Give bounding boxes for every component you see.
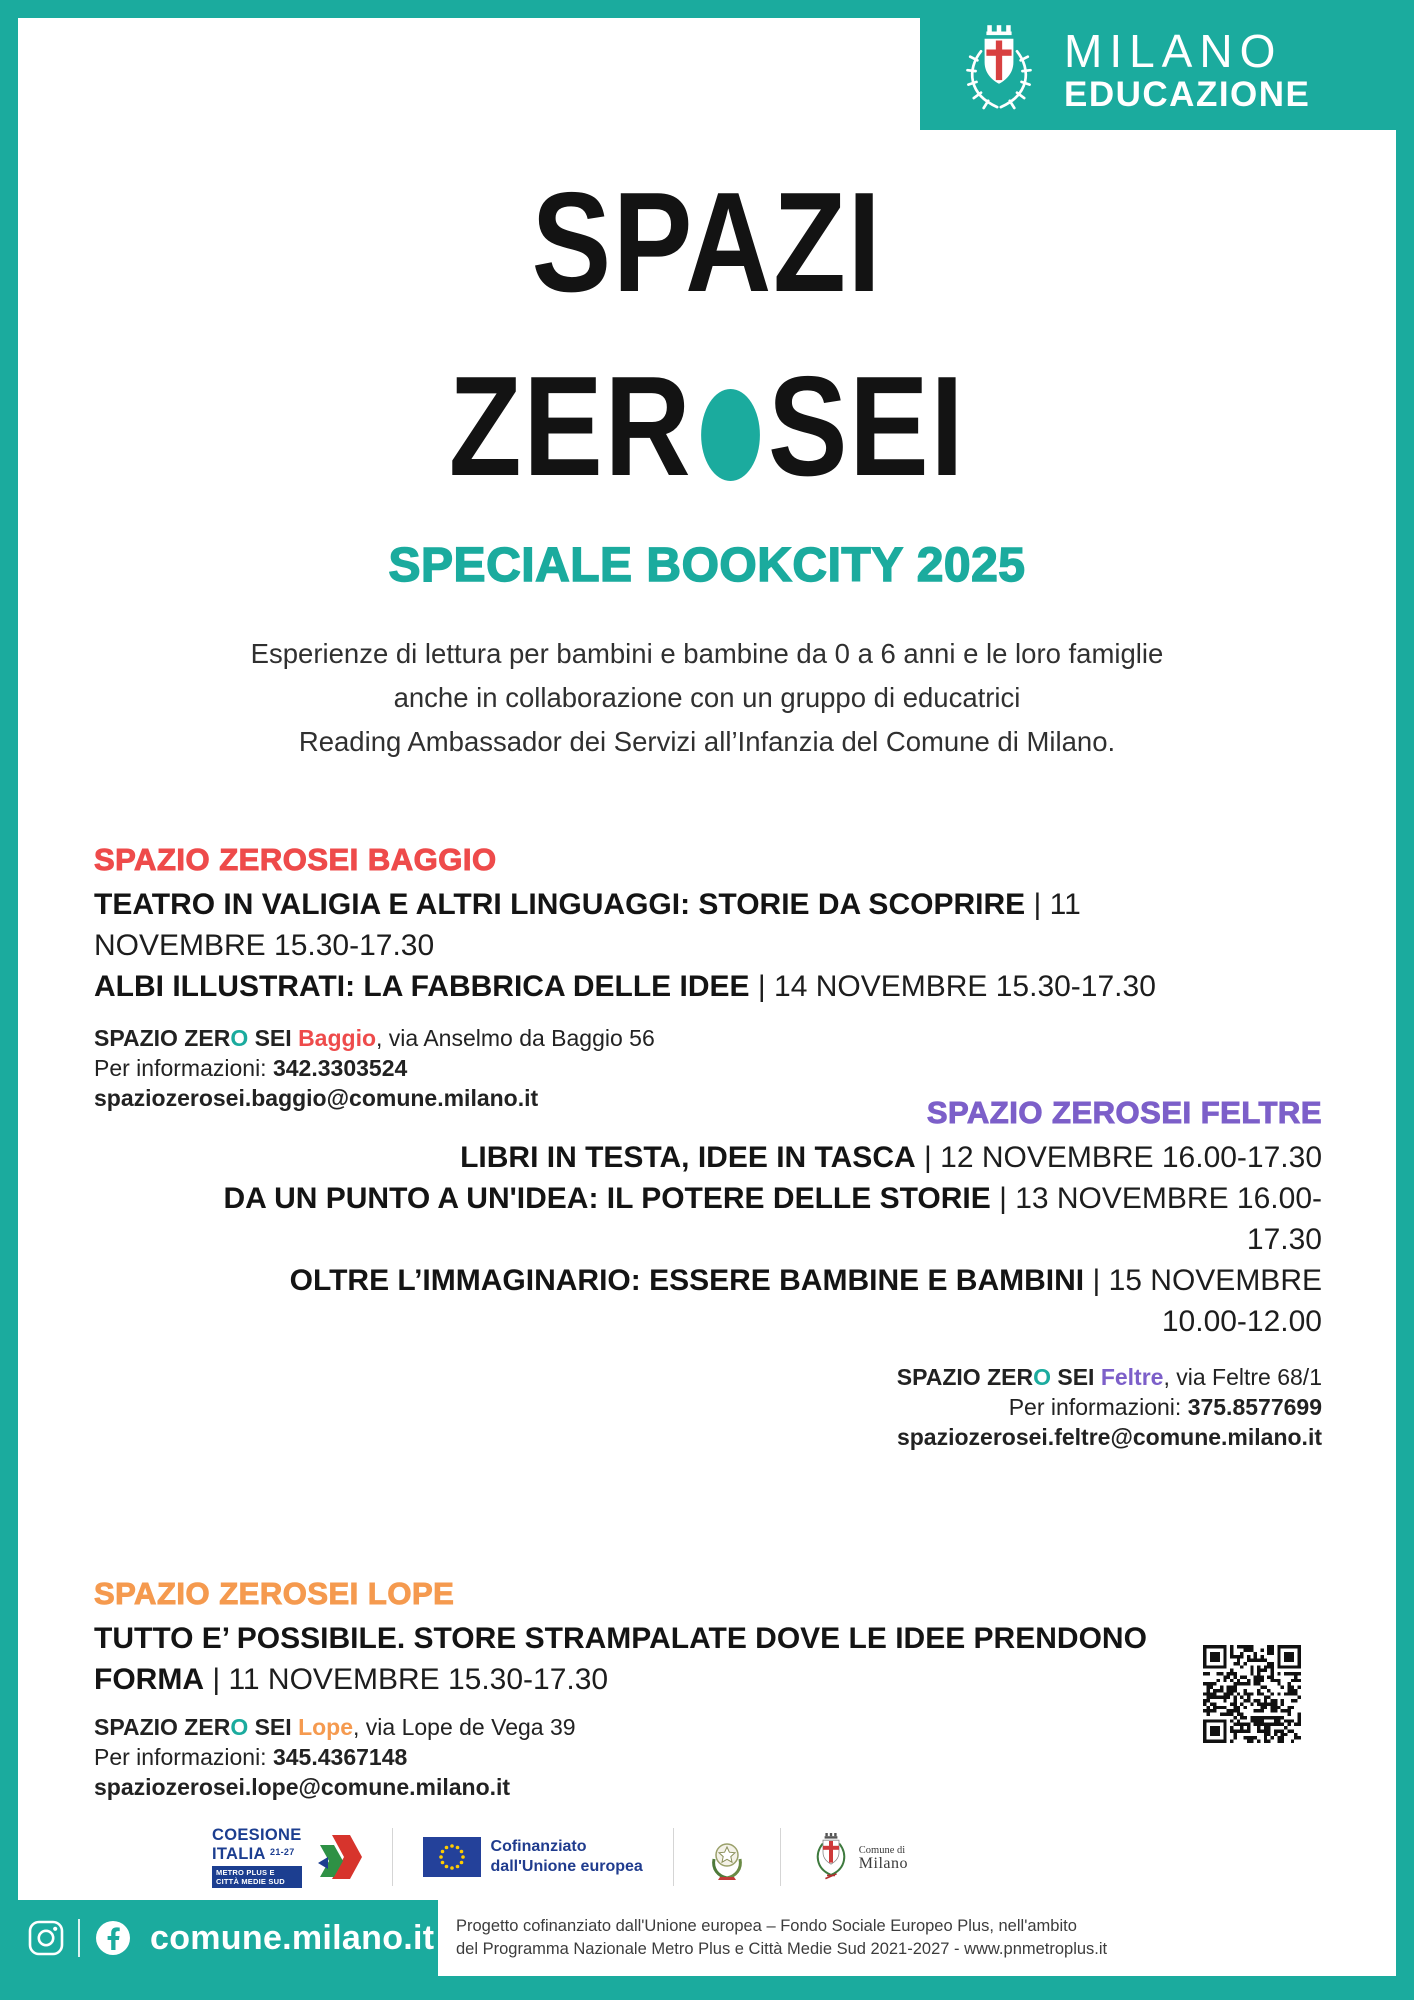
- section-feltre-contact: [222, 1362, 1322, 1452]
- footer-divider: [673, 1828, 674, 1886]
- intro-line: Esperienze di lettura per bambini e bambine da 0 a 6 anni e le loro famiglie: [250, 638, 1164, 669]
- social-divider: [78, 1919, 80, 1957]
- coesione-italia-logo: COESIONE ITALIA $^{21-27}$ METRO PLUS E CITTÀ MEDIE SUD: [212, 1827, 362, 1888]
- footer-divider: [780, 1828, 781, 1886]
- event-line: ALBI ILLUSTRATI: LA FABBRICA DELLE IDEE | 14 NOVEMBRE 15.30-17.30: [94, 970, 1156, 1003]
- page-title-line2: [113, 347, 1301, 506]
- page-border-left: [0, 0, 18, 2000]
- contact-phone: Per informazioni: 342.3303524: [94, 1055, 408, 1081]
- social-links: [28, 1900, 434, 1976]
- footer-logos: [212, 1814, 908, 1900]
- contact-phone: Per informazioni: 375.8577699: [1008, 1394, 1322, 1420]
- title-zer: ZER: [448, 347, 693, 506]
- contact-address: SPAZIO ZERO SEI Feltre, via Feltre 68/1: [896, 1364, 1322, 1390]
- bottom-bar: [0, 1900, 1414, 2000]
- site-link[interactable]: comune.milano.it: [150, 1918, 435, 1957]
- milano-educazione-logo: [920, 0, 1414, 130]
- section-lope-events: [94, 1618, 1194, 1700]
- contact-email: spaziozerosei.lope@comune.milano.it: [94, 1774, 511, 1800]
- coesione-arrow-icon: [306, 1829, 362, 1885]
- contact-address: SPAZIO ZERO SEI Lope, via Lope de Vega 39: [94, 1714, 576, 1740]
- title-sei: SEI: [767, 347, 966, 506]
- event-line: TEATRO IN VALIGIA E ALTRI LINGUAGGI: STORIE DA SCOPRIRE | 11 NOVEMBRE 15.30-17.30: [94, 888, 1081, 962]
- contact-email: spaziozerosei.feltre@comune.milano.it: [896, 1424, 1322, 1450]
- section-baggio-events: [94, 884, 1194, 1007]
- section-lope-title: SPAZIO ZEROSEI LOPE: [94, 1576, 455, 1611]
- eu-cofinanziato-logo: Cofinanziato dall'Unione europea: [423, 1837, 643, 1877]
- section-lope-contact: [94, 1712, 1194, 1802]
- subtitle: SPECIALE BOOKCITY 2025: [388, 539, 1026, 592]
- intro-line: Reading Ambassador dei Servizi all’Infanzia del Comune di Milano.: [298, 726, 1116, 757]
- eu-flag-icon: [423, 1837, 481, 1877]
- contact-email: spaziozerosei.baggio@comune.milano.it: [94, 1085, 539, 1111]
- section-feltre: [222, 1095, 1322, 1452]
- event-line: DA UN PUNTO A UN'IDEA: IL POTERE DELLE STORIE | 13 NOVEMBRE 16.00-17.30: [223, 1182, 1322, 1256]
- contact-address: SPAZIO ZERO SEI Baggio, via Anselmo da Baggio 56: [94, 1025, 655, 1051]
- page-border-right: [1396, 0, 1414, 2000]
- page-title-line1: SPAZI: [531, 163, 883, 322]
- contact-phone: Per informazioni: 345.4367148: [94, 1744, 408, 1770]
- comune-milano-crest-icon: [811, 1833, 851, 1881]
- comune-milano-logo: Comune di Milano: [811, 1833, 908, 1881]
- section-baggio-title: SPAZIO ZEROSEI BAGGIO: [94, 842, 497, 877]
- event-line: TUTTO E’ POSSIBILE. STORE STRAMPALATE DOVE LE IDEE PRENDONO FORMA | 11 NOVEMBRE 15.30-17.30: [94, 1622, 1147, 1696]
- section-baggio: [94, 842, 1194, 1113]
- footer-divider: [392, 1828, 393, 1886]
- event-line: LIBRI IN TESTA, IDEE IN TASCA | 12 NOVEMBRE 16.00-17.30: [460, 1141, 1322, 1174]
- milano-crest-icon: [954, 24, 1044, 120]
- funding-note: Progetto cofinanziato dall'Unione europea – Fondo Sociale Europeo Plus, nell'ambito del Programma Nazionale Metro Plus e Città Medie Sud 2021-2027 - www.pnmetroplus.it: [438, 1900, 1396, 1976]
- italy-emblem-icon: [704, 1833, 750, 1881]
- section-lope: [94, 1576, 1194, 1802]
- facebook-icon[interactable]: [94, 1919, 132, 1957]
- event-line: OLTRE L’IMMAGINARIO: ESSERE BAMBINE E BAMBINI | 15 NOVEMBRE 10.00-12.00: [289, 1264, 1322, 1338]
- brand-milano: MILANO: [1064, 25, 1283, 77]
- instagram-icon[interactable]: [28, 1920, 64, 1956]
- intro-text: [0, 632, 1414, 764]
- brand-educazione: EDUCAZIONE: [1064, 75, 1311, 114]
- section-feltre-events: [222, 1137, 1322, 1342]
- qr-code: [1203, 1645, 1301, 1743]
- section-feltre-title: SPAZIO ZEROSEI FELTRE: [926, 1095, 1322, 1130]
- intro-line: anche in collaborazione con un gruppo di educatrici: [393, 682, 1021, 713]
- zero-dot-icon: [701, 389, 760, 481]
